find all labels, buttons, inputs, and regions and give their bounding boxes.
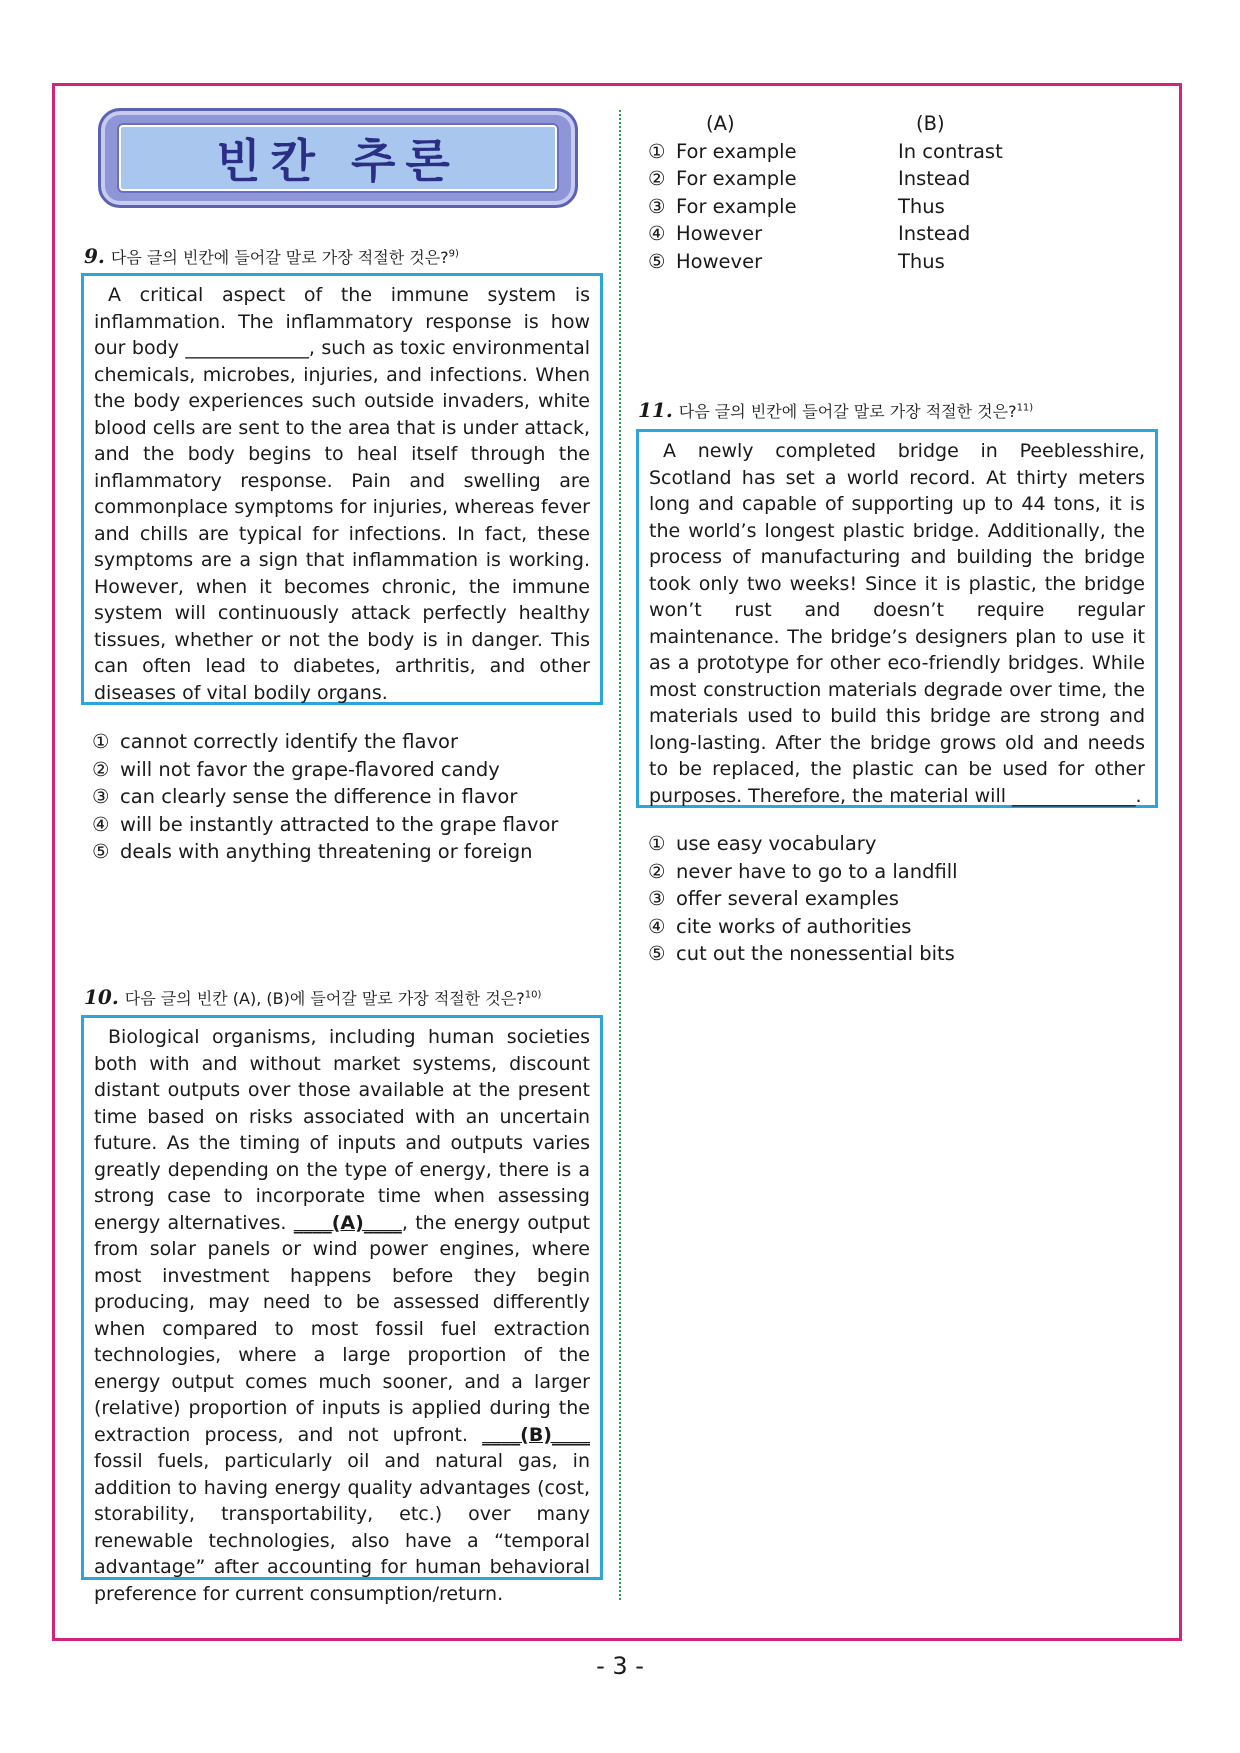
q11-choice-text: never have to go to a landfill [676, 859, 958, 883]
q11-choice-4[interactable] [648, 913, 958, 941]
q9-choice-text: will not favor the grape-flavored candy [120, 757, 500, 781]
q10-passage-part1: Biological organisms, including human societies both with and without market systems, discount distant outputs over those available at the present time based on risks associated with an uncertain future. As the timing of inputs and outputs varies greatly depending on the type of energy, there is a strong case to incorporate time when assessing energy alternatives. [94, 1026, 590, 1234]
q11-choice-text: cut out the nonessential bits [676, 942, 955, 966]
q10-choice-marker: ③ [648, 194, 666, 218]
q10-choice-a: However [676, 222, 763, 246]
q9-choice-marker: ④ [92, 812, 110, 836]
q10-passage-box [81, 1015, 603, 1605]
q9-choice-4[interactable] [92, 811, 558, 839]
q10-heading [84, 985, 541, 1009]
q11-passage-box [636, 429, 1158, 808]
q11-choice-marker: ③ [648, 887, 666, 911]
q10-choice-b: Instead [898, 167, 971, 191]
q10-choice-a: For example [676, 194, 797, 218]
q11-choice-text: cite works of authorities [676, 914, 912, 938]
q10-prompt: 다음 글의 빈칸 (A), (B)에 들어갈 말로 가장 적절한 것은? [124, 989, 525, 1008]
q10-choice-header [648, 110, 1188, 138]
q9-choice-2[interactable] [92, 756, 558, 784]
q9-heading [84, 244, 459, 268]
q11-choice-marker: ④ [648, 914, 666, 938]
q10-choice-b: Thus [898, 249, 945, 273]
q10-choices [648, 110, 1188, 276]
q10-choice-2[interactable] [648, 165, 1188, 193]
q11-choice-marker: ② [648, 859, 666, 883]
q10-choice-marker: ④ [648, 222, 666, 246]
q9-choice-marker: ③ [92, 785, 110, 809]
q9-passage-box [81, 273, 603, 705]
q9-choice-text: cannot correctly identify the flavor [120, 730, 458, 753]
q9-choice-5[interactable] [92, 838, 558, 866]
q10-choice-b: Instead [898, 222, 971, 246]
q9-choice-marker: ② [92, 757, 110, 781]
q11-choice-text: use easy vocabulary [676, 832, 877, 855]
q9-choice-marker: ⑤ [92, 840, 110, 864]
q10-choice-b: Thus [898, 194, 945, 218]
q11-ref: 11) [1016, 402, 1034, 414]
q10-choice-4[interactable] [648, 220, 1188, 248]
page-number: - 3 - [596, 1652, 644, 1680]
q9-choice-text: can clearly sense the difference in flavor [120, 785, 518, 809]
q9-ref: 9) [448, 248, 459, 260]
q9-choice-1[interactable] [92, 728, 558, 756]
q9-choice-3[interactable] [92, 783, 558, 811]
q10-header-a: (A) [706, 112, 735, 135]
q11-choice-2[interactable] [648, 858, 958, 886]
q9-passage: A critical aspect of the immune system is inflammation. The inflammatory response is how our body _____________, such as toxic environmental chemicals, microbes, injuries, and infections. When the body experiences such outside invaders, white blood cells are sent to the area that is under attack, and the body begins to heal itself through the inflammatory response. Pain and swelling are commonplace symptoms for injuries, whereas fever and chills are typical for infections. In fact, these symptoms are a sign that inflammation is working. However, when it becomes chronic, the immune system will continuously attack perfectly healthy tissues, whether or not the body is in danger. This can often lead to diabetes, arthritis, and other diseases of vital bodily organs. [94, 284, 590, 704]
q11-choice-5[interactable] [648, 940, 958, 968]
q10-choice-marker: ⑤ [648, 249, 666, 273]
q10-choice-1[interactable] [648, 138, 1188, 166]
section-banner [98, 108, 578, 208]
q9-choice-marker: ① [92, 730, 110, 753]
q10-choice-marker: ② [648, 167, 666, 191]
q10-choice-marker: ① [648, 139, 666, 163]
q10-choice-a: For example [676, 139, 797, 163]
column-divider [619, 110, 621, 1600]
q10-choice-a: For example [676, 167, 797, 191]
q11-choice-3[interactable] [648, 885, 958, 913]
q10-passage-part3: fossil fuels, particularly oil and natural gas, in addition to having energy quality advantages (cost, storability, transportability, etc.) over many renewable technologies, also have a “temporal advantage” after accounting for human behavioral preference for current consumption/return. [94, 1450, 590, 1605]
q9-choice-text: will be instantly attracted to the grape flavor [120, 812, 559, 836]
q10-choice-5[interactable] [648, 248, 1188, 276]
q11-number: 11. [638, 398, 673, 422]
q9-number: 9. [84, 244, 105, 268]
section-title: 빈칸 추론 [216, 134, 460, 188]
q9-prompt: 다음 글의 빈칸에 들어갈 말로 가장 적절한 것은? [110, 248, 449, 267]
q11-choice-text: offer several examples [676, 887, 899, 911]
q10-choice-b: In contrast [898, 139, 1003, 163]
q11-choices [648, 830, 958, 968]
q10-choice-3[interactable] [648, 193, 1188, 221]
q10-blank-b: ____(B)____ [482, 1423, 590, 1446]
q10-ref: 10) [524, 989, 542, 1001]
q11-prompt: 다음 글의 빈칸에 들어갈 말로 가장 적절한 것은? [678, 402, 1017, 421]
q10-header-b: (B) [916, 112, 945, 135]
q9-choices [92, 728, 558, 866]
q10-choice-a: However [676, 249, 763, 273]
q11-passage: A newly completed bridge in Peeblesshire, Scotland has set a world record. At thirty meters long and capable of supporting up to 44 tons, it is the world’s longest plastic bridge. Additionally, the process of manufacturing and building the bridge took only two weeks! Since it is plastic, the bridge won’t rust and doesn’t require regular maintenance. The bridge’s designers plan to use it as a prototype for other eco-friendly bridges. While most construction materials degrade over time, the materials used to build this bridge are strong and long-lasting. After the bridge grows old and needs to be replaced, the plastic can be used for other purposes. Therefore, the material will _____________. [649, 440, 1145, 807]
q10-blank-a: ____(A)____ [293, 1211, 402, 1234]
q9-choice-text: deals with anything threatening or foreign [120, 840, 533, 864]
q11-choice-marker: ① [648, 832, 666, 855]
q11-heading [638, 398, 1033, 422]
section-banner-inner [119, 125, 557, 191]
q10-number: 10. [84, 985, 119, 1009]
q11-choice-marker: ⑤ [648, 942, 666, 966]
q10-passage-part2: , the energy output from solar panels or wind power engines, where most investment happens before they begin producing, may need to be assessed differently when compared to most fossil fuel extraction technologies, where a large proportion of the energy output comes much sooner, and a larger (relative) proportion of inputs is applied during the extraction process, and not upfront. [94, 1211, 590, 1446]
q11-choice-1[interactable] [648, 830, 958, 858]
